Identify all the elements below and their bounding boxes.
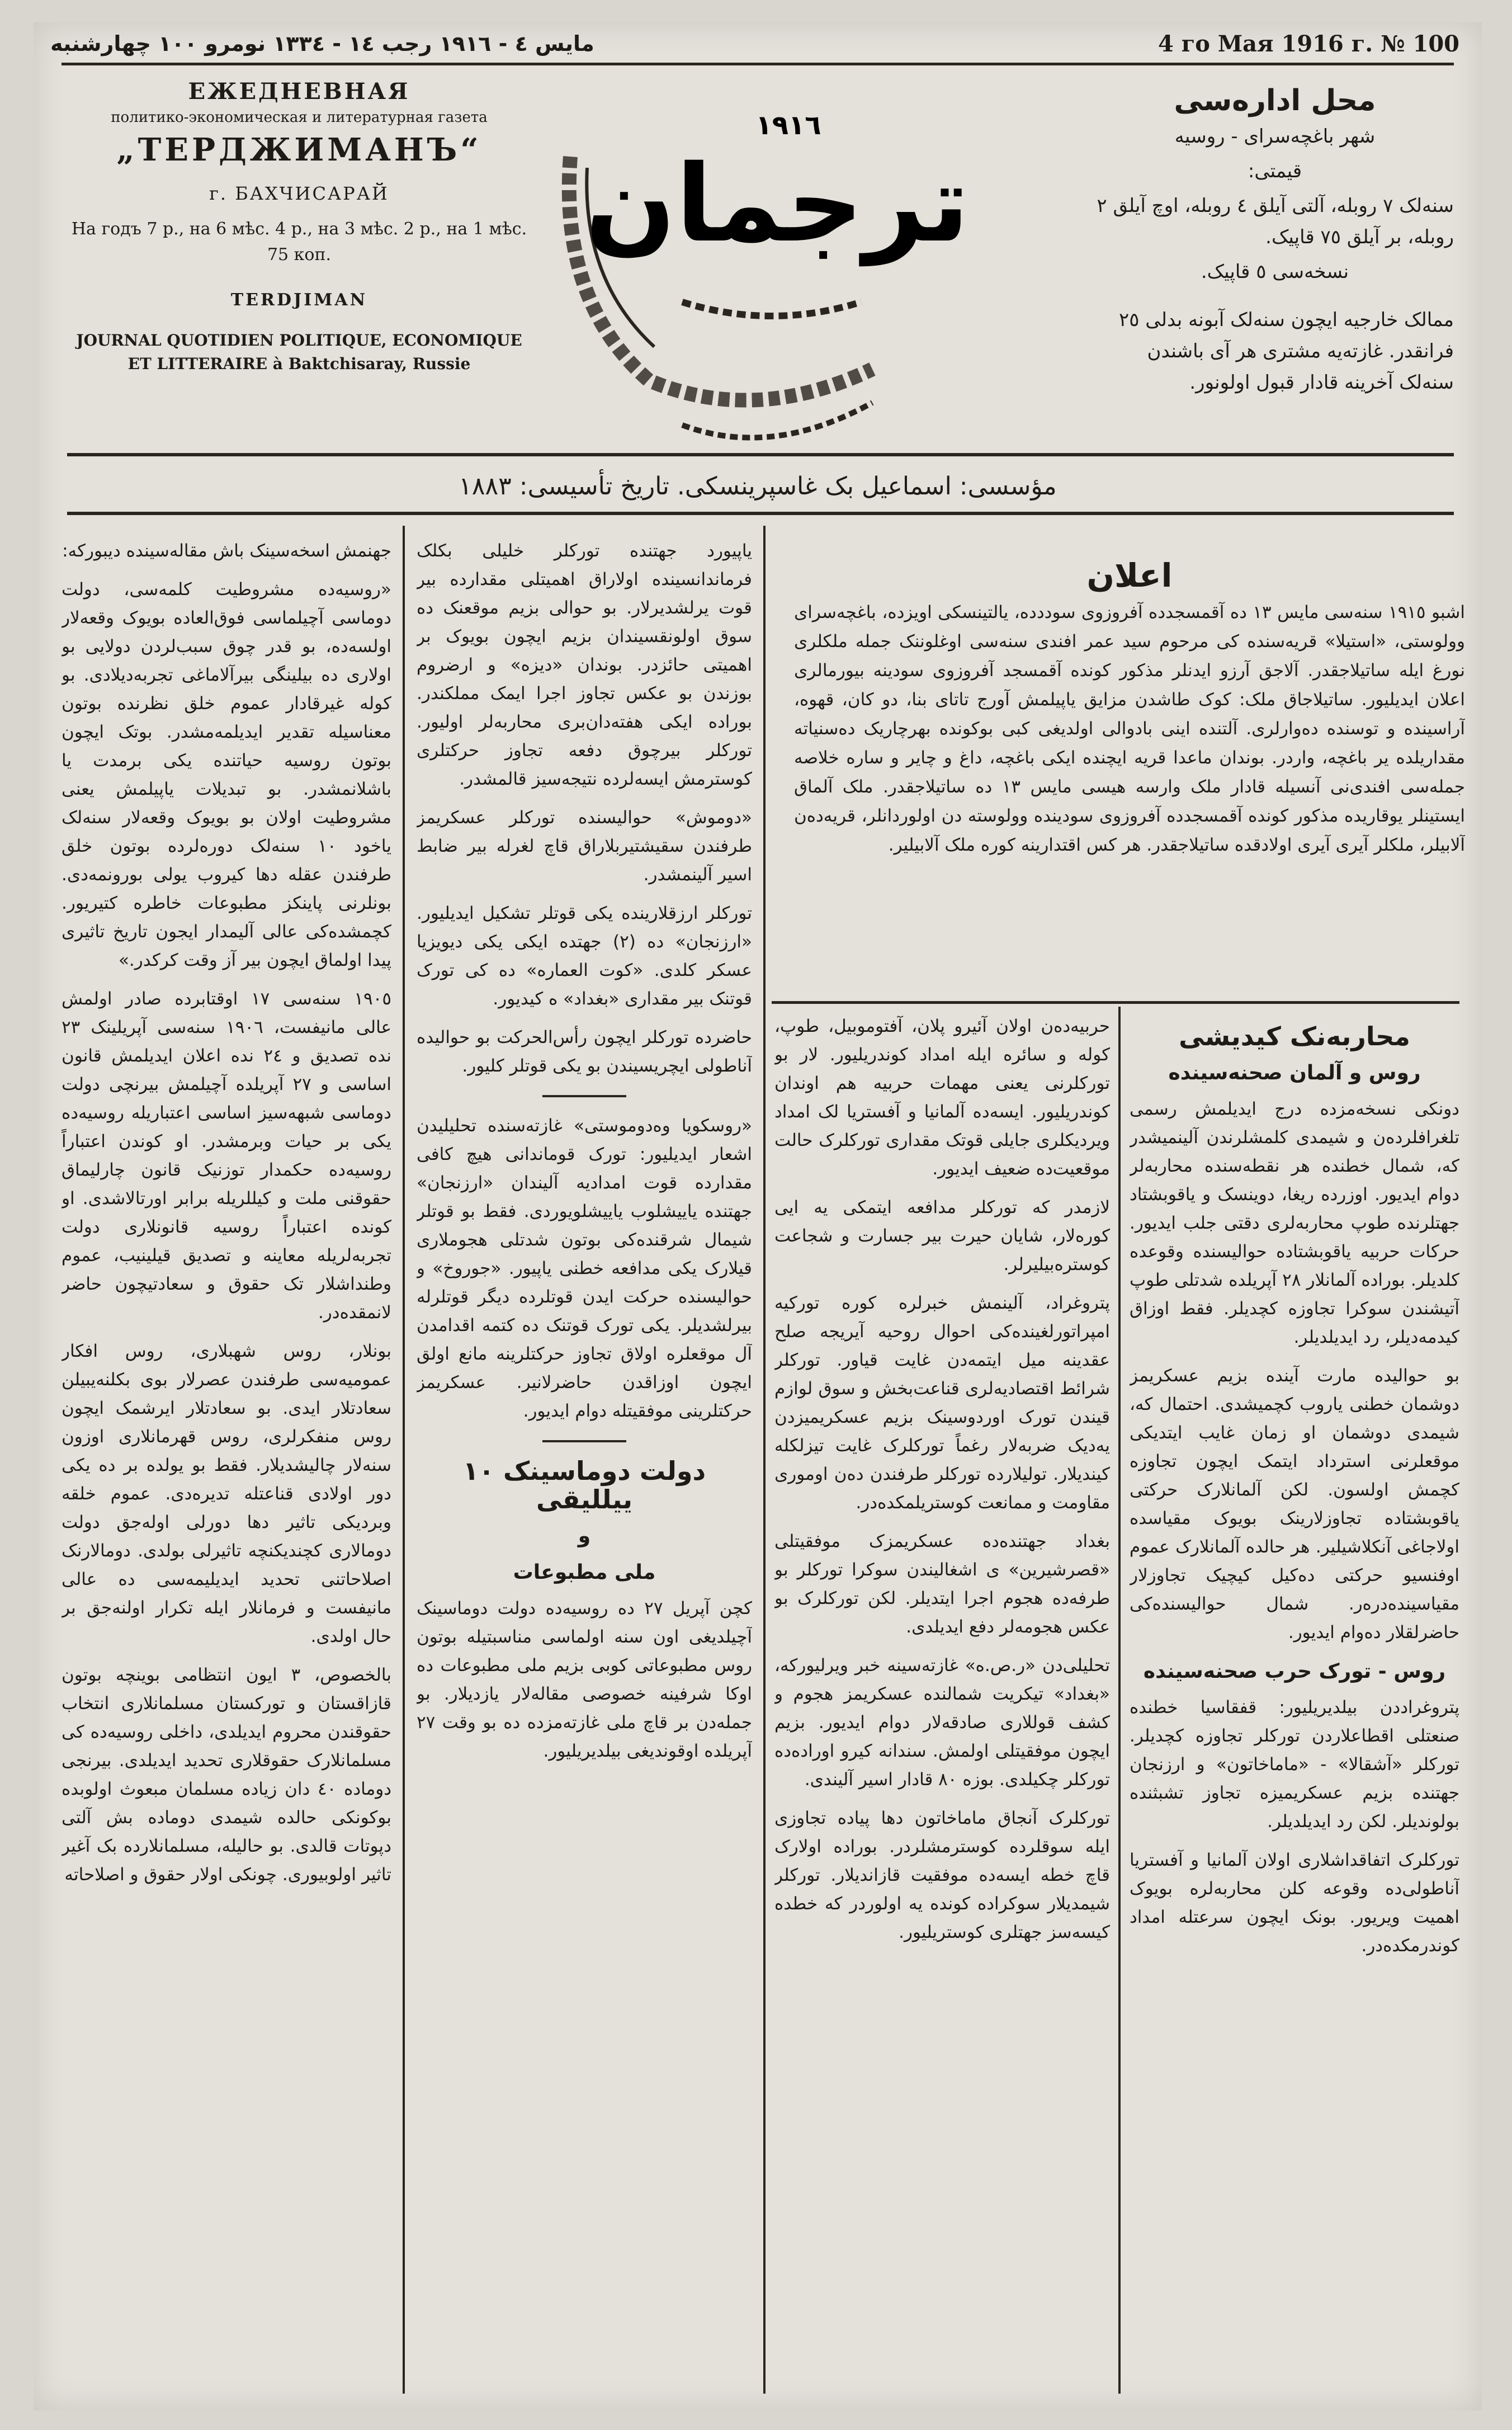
col1-paragraph: «روسیه‌ده مشروطیت کلمه‌سی، دولت دوماسی آچیلماسی فوق‌العاده بویوک وقعه‌لار اولسه‌ده، بو قدر چوق سبب‌لردن دولایی بو اولاری ده بیلینگی بیرآلاماغی تجربه‌دیلادی. بو کوله غیرقادار عموم خلق نظرنده بوتون معناسیله تقدیر ایدیلمه‌مشدر. بوتک ایچون بوتون روسیه حیاتنده یکی برمدت یا باشلانمشدر. بو تبدیلات یاپیلمش یعنی مشروطیت اولان بو بویوک وقعه‌لار سنه‌لک یاخود ١٠ سنه‌لک دوره‌لرده بوتون خلق طرفندن عقله دها کیروب یولی بورونمه‌دی. بونلرنی پاینکز مطبوعات خاطره کتیریور. کچمشده‌کی عالی آلیمدار ایجون تاریخ تاثیری پیدا اولماق ایچون بیر آز وقت کرکدر.» [62,579,391,970]
column-rule-1 [403,526,405,2394]
price-heading: قیمتی: [1248,160,1302,182]
col4-paragraph: دونکی نسخه‌مزده درج ایدیلمش رسمی تلغرافلرده‌ن و شیمدی کلمشلرندن آلینمیشدر که، شمال خطنده هر نقطه‌سنده محاربه‌لر دوام ایدیور. اوزرده ریغا، دوینسک و یاقوبشتاد جهتلرنده طوپ محاربه‌لری دقتی جلب ایدیور. حرکات حربیه یاقوبشتاده حوالیسنده وقوعده کلدیلر. بوراده آلمانلار ٢٨ آپریلده شدتلی طوپ آتیشندن سوکرا تجاوزه کچدیلر. فقط اوزاق کیدمه‌دیلر، رد ایدیلدیلر. [1130,1099,1459,1347]
masthead-arabic-block [1096,84,1454,453]
duma-subheading: ملی مطبوعات [513,1561,656,1584]
masthead-subscription: На годъ 7 р., на 6 мѣс. 4 р., на 3 мѣс. 2 р., на 1 мѣс. 75 коп. [71,219,527,265]
war-subheading: روس و آلمان صحنه‌سینده [1168,1061,1421,1084]
column-rule-2 [763,526,766,2394]
logo-year: ١٩١٦ [755,110,821,141]
logo-title: ترجمان [585,142,970,266]
office-place: شهر باغچه‌سرای - روسیه [1174,125,1376,148]
column-1 [62,537,391,2396]
war-heading: محاربه‌نک کیدیشی [1179,1021,1410,1051]
announcement [794,551,1465,998]
price-text: سنه‌لک ٧ روبله، آلتی آیلق ٤ روبله، اوچ آیلق ٢ روبله، بر آیلق ٧٥ قاپیک. [1097,195,1454,248]
col1-paragraph: بالخصوص، ٣ ایون انتظامی بوینچه بوتون قازاقستان و تورکستان مسلمانلاری انتخاب حقوقندن محروم ایدیلدی، داخلی روسیه‌ده کی مسلمانلارک حقوقلاری تحدید ایدیلدی. بیرنجی دوماده ٤٠ دان زیاده مسلمان مبعوث اولوبده بوکونکی حالده شیمدی دوماده بش آلتی دپوتات قالدی. بو حالیله، مسلمانلارده بک آغیر تاثیر اولوبیوری. چونکی اولار حقوق و اصلاحاته [62,1665,391,1885]
russo-turkish-subheading: روس - تورک حرب صحنه‌سینده [1143,1660,1446,1683]
date-line-arabic: مايس ٤ - ١٩١٦ رجب ١٤ - ١٣٣٤ نومرو ١٠٠ چهارشنبه [50,31,594,56]
announcement-body: اشبو ١٩١٥ سنه‌سی مایس ١٣ ده آقمسجدده آفروزوی سوددده، یالتینسکی اویزده، باغچه‌سرای وولوستی، «استیلا» قریه‌سنده کی مرحوم سید عمر افندی سنه‌سی اوغلوننک جمله ملکلری نورغ ایله ساتیلاجقدر. آلاجق آرزو ایدنلر مذکور کونده آقمسجد آفروزوی سودینه بیورمالری اعلان ایدیلیور. ساتیلاجاق ملک: کوک طاشدن مزایق یاپیلمش آورج تاتای بنا، دو کان، قهوه، آراسینده و توسنده ده‌وارلری. آلتنده اینی بادوالی اولدیغی کبی بوکونده بهرچاریک ده‌سنیاته مقداریلده یر باغچه، واردر. بوندان ماعدا قریه ایچنده ایکی باغچه، داغ و چایر و ساره خلاصه جمله‌سی افندی‌نی آنسیله قادار ملک وارسه هیسی مایس ١٣ ده ساتیلاجقدر. ملک آلماق ایستینلر یوقاریده مذکور کونده آقمسجدده آفروزوی سودینده وولوسته دن اولوردانلر، قریه‌ده‌ن آلابیلر، ملکلر آیری آیری اولادقده ساتیلاجقدر. هر کس اقتدارینه کوره ملک آلابیلیر. [794,602,1465,855]
masthead-french: JOURNAL QUOTIDIEN POLITIQUE, ECONOMIQUE ET LITTERAIRE à Baktchisaray, Russie [76,331,522,373]
issue-price: نسخه‌سی ٥ قاپیک. [1201,261,1349,283]
masthead-bottom-rule [67,453,1454,456]
col2-paragraph: یاپیورد جهتنده تورکلر خلیلی بکلک فرماندانسینده اولاراق اهمیتلی مقدارده بیر قوت یرلشدیرلار. بو حوالی بزیم موقعنک ده سوق اولونقسیندان بزیم ایچون بویوک بر اهمیتی حائزدر. بوندان «دیزه» و ارضروم بوزندن بو عکس تجاوز اجرا ایمک مملکندر. بوراده ایکی هفته‌دان‌بری محاربه‌لر اولیور. تورکلر بیرچوق دفعه تجاوز حرکتلری کوسترمش ایسه‌لرده نتیجه‌سیز قالمشدر. [417,541,752,789]
office-heading: محل اداره‌سی [1174,84,1376,117]
duma-heading-and: و [578,1525,591,1547]
masthead-name-latin: TERDJIMAN [230,290,368,310]
col4-paragraph: تورکلرک اتفاقداشلاری اولان آلمانیا و آفستریا آناطولی‌ده وقوعه کلن محاربه‌لره بویوک اهمیت ویریور. بونک ایچون سرعتله امداد کوندرمکده‌در. [1130,1850,1459,1956]
col3-paragraph: بغداد جهتنده‌ده عسکریمزک موفقیتلی «قصرشیرین» ی اشغالیندن سوکرا تورکلر بو طرفه‌ده هجوم اجرا ایتدیلر. لکن تورکلرک بو عکس هجومه‌لر دفع ایدیلدی. [774,1531,1110,1637]
col2-paragraph: کچن آپریل ٢٧ ده روسیه‌ده دولت دوماسینک آچیلدیغی اون سنه اولماسی مناسبتیله بوتون روس مطبوعاتی کوبی بزیم ملی مطبوعات ده اوکا شرفینه خصوصی مقاله‌لار یازدیلار. بو جمله‌دن بر قاچ ملی غازته‌مزده ده بو وقت ٢٧ آپریلده اوقوندیغی بیلدیریلیور. [417,1598,752,1761]
masthead-daily: ЕЖЕДНЕВНАЯ [188,78,410,105]
col1-paragraph: جهنمش اسخه‌سینک باش مقاله‌سینده دیبورکه: [62,541,391,561]
col1-paragraph: بونلار، روس شهبلاری، روس افکار عمومیه‌سی طرفندن عصرلار بوی بکلنه‌یبیلن سعادتلار ایدی. بو سعادتلار ایرشمک ایچون روس منفکرلری، روس قهرمانلاری اوزون سنه‌لار چالیشدیلار. فقط بو یولده بر ده یکی دور اولادی قناعتله تدیره‌دی. عموم خلقه وبردیکی تاثیر دها دورلی اوله‌جق دولت دومالاری کچندیکنچه تاثیرلی بولدی. دومالارنک اصلاحاتنی تحدید ایدیلیمه‌سی ده عالی مانیفست و فرمانلار ایله تکرار اولنه‌جق بر حال اولدی. [62,1341,391,1646]
founder-line: مؤسسی: اسماعیل بک غاسپرینسکی. تاریخ تأسیسی: ١٨٨٣ [459,472,1057,501]
column-3 [774,1012,1110,2396]
col3-paragraph: تورکلرک آنجاق ماماخاتون دها پیاده تجاوزی ایله سوقلرده کوسترمشلردر. بوراده اولارک قاچ خطه ایسه‌ده موفقیت قازاندیلار. تورکلر شیمدیلار سوکراده کونده یه اولوردر که خطده کیسه‌سز جهتلری کوستریلیور. [774,1808,1110,1942]
masthead-city: г. БАХЧИСАРАЙ [209,183,389,204]
column-rule-3 [1118,1007,1121,2394]
logo-emblem [537,67,973,447]
separator [542,1095,626,1097]
col3-paragraph: تحلیلی‌دن «ر.ص.ه» غازته‌سینه خبر ویرلیورکه، «بغداد» تیکریت شمالنده عسکریمز هجوم و کشف قوللاری صادقه‌لار دوام ایدیور. بزیم ایچون موفقیتلی اولمش. سندانه کیرو اوراده‌ده تورکلر چکیلدی. بوزه ٨٠ قادار اسیر آلیندی. [774,1655,1110,1790]
col3-paragraph: پتروغراد، آلینمش خبرلره کوره تورکیه امپراتورلغینده‌کی احوال روحیه آیریجه صلح عقدینه میل ایتمه‌دن غایت قیاور. تورکلر شرائط اقتصادیه‌لری قناعت‌بخش و سوق لوازم قیندن تورک ا‌وردوسینک بزیم عسکریمیزدن یه‌دیک ضربه‌لار رغماً تورکلرک غایت تیزلکله کیندیلار. تولیلارده تورکلر طرفندن ده‌ن اوموری مقاومت و ممانعت کوستریلمکده‌در. [774,1293,1110,1513]
duma-heading: دولت دوماسینک ١٠ ییللیقی [462,1456,706,1514]
announcement-bottom-rule [772,1001,1459,1004]
foreign-subscription: ممالک خارجیه ایچون سنه‌لک آبونه بدلی ٢٥ فرانقدر. غازته‌یه مشتری هر آی باشندن سنه‌لک آخرینه قادار قبول اولونور. [1118,309,1454,394]
col3-paragraph: حربیه‌ده‌ن اولان آئیرو پلان، آفتوموبیل، طوپ، کوله و سائره ایله امداد کوندریلیور. لار بو تورکلرنی یعنی مهمات حربیه هم اوندان کوندریلیور. ایسه‌ده آلمانیا و آفستریا لک امداد ویردیکلری جایلی قوتک مقداری تورکلرک حالت موقعیت‌ده ضعیف ایدیور. [774,1016,1110,1179]
col2-paragraph: تورکلر ارزقلارینده یکی قوتلر تشکیل ایدیلیور. «ارزنجان» ده (٢) جهتده ایکی یکی دیویزیا عسکر کلدی. «کوت العماره» ده کی تورک قوتنک بیر مقداری «بغداد» ه کیدیور. [417,903,752,1009]
col4-paragraph: بو حوالیده مارت آینده بزیم عسکریمز دوشمان خطنی یاروب کچمیشدی. احتمال که، شیمدی دوشمان او زمان غایب ایتدیکی موقعلرنی استرداد ایتمک ایچون تجاوزه کچمش اولسون. لکن آلمانلارک حرکتی یاقوبشتاده تجاوزلارینک بویوک مقیاسده اولاجاغی آنکلاشیلیر. هر حالده آلمانلارک عموم اوفنسیو حرکتی ده‌کیل کیچیک تجاوزلار مقیاسینده‌دره‌ر. شمال حوالیسنده‌کی حاضرلقلار ده‌وام ایدیور. [1130,1366,1459,1643]
top-rule [62,63,1454,65]
separator [542,1440,626,1442]
masthead-russian-block [67,67,531,447]
masthead-name-russian: „ТЕРДЖИМАНЪ“ [116,131,482,168]
col4-paragraph: پتروغراددن بیلدیریلیور: قفقاسیا خطنده صنعتلی اقطاعلاردن تورکلر تجاوزه کچدیلر. تورکلر «آشقالا» - «ماماخاتون» و ارزنجان جهتنده بزیم عسکریمیزه تجاوز تشبثنده بولوندیلر. لکن رد ایدیلدیلر. [1130,1697,1459,1832]
col2-paragraph: «دوموش» حوالیسنده تورکلر عسکریمز طرفندن سقیشتیربلاراق قاچ لغرله بیر ضابط اسیر آلینمشدر. [417,808,752,885]
date-line [50,27,1459,60]
masthead-logo [537,67,973,447]
col1-paragraph: ١٩٠٥ سنه‌سی ١٧ اوقتابرده صادر اولمش عالی مانیفست، ١٩٠٦ سنه‌سی آپریلینک ٢٣ نده تصدیق و ٢٤ نده اعلان ایدیلمش قانون اساسی و ٢٧ آپریلده آچیلمش بیرنچی دولت دوماسی شبهه‌سیز اساسی اعتباریله روسیه‌ده یکی بر حیات وبرمشدر. او کوندن اعتباراً روسیه‌ده حکمدار توزنیک قانون چارلیماق حقوقنی ملت و کیللریله برابر اورتالاشدی. او کونده اعتباراً روسیه قانونلاری دولت تجربه‌لریله معاینه و تصدیق قیلینیب، عموم وطنداشلار تک حقوق و سعادتیچون حاضر لانمقده‌در. [62,989,391,1323]
col3-paragraph: لازمدر که تورکلر مدافعه ایتمکی یه ایی کوره‌لار، شایان حیرت بیر جسارت و شجاعت کوستره‌بیلیرلر. [774,1197,1110,1275]
column-2 [417,537,752,2396]
founder-bottom-rule [67,512,1454,515]
date-line-russian: 4 го Мая 1916 г. № 100 [1157,30,1459,57]
masthead-subtitle: политико-экономическая и литературная газета [111,109,488,126]
col2-paragraph: «روسکویا وه‌دوموستی» غازته‌سنده تحلیلیدن اشعار ایدیلیور: تورک قوماندانی هیچ کافی مقدارده قوت امدادیه آلیندان «ارزنجان» جهتنده یاییشلوب یاییشلویوردی. فقط بو قوتلر شیمال شرقنده‌کی بوتون شدتلی هجوملاری قیلارک یکی مدافعه خطنی یاپیور. «جوروخ» و حوالیسنده حرکت ایدن قوتلرده دیگر قوتلرله بیرلشدیلر. یکی تورک قوتنک ده کتمه اقدامدن آل موقعلره اولاق تجاوز حرکتلرینه مانع اولق ایچون اوزاقدن حاضرلانیر. عسکریمز حرکتلرینی موفقیتله دوام ایدیور. [417,1116,752,1421]
column-4 [1130,1012,1459,2396]
announcement-title: اعلان [1086,556,1173,594]
col2-paragraph: حاضرده تورکلر ایچون رأس‌الحرکت بو حوالیده آناطولی ایچریسیندن بو یکی قوتلر کلیور. [417,1027,752,1076]
